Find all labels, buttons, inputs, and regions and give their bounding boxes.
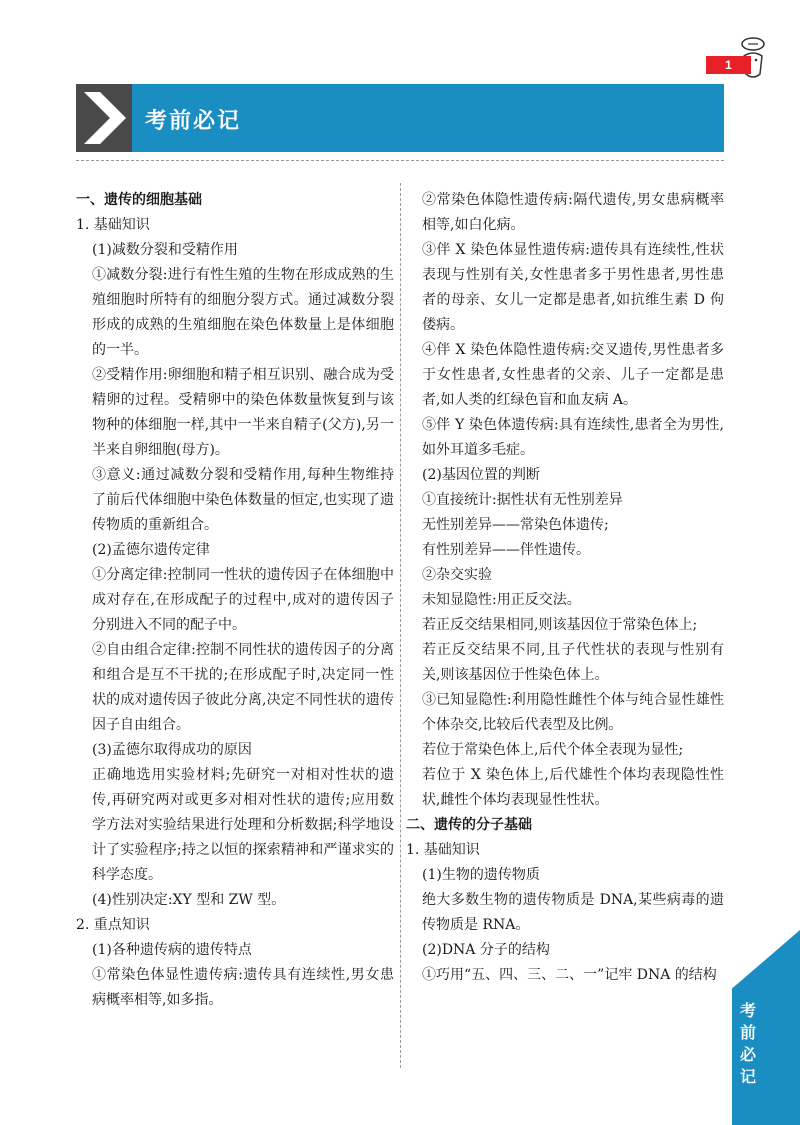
paragraph: ①常染色体显性遗传病:遗传具有连续性,男女患病概率相等,如多指。 xyxy=(92,967,394,1008)
right-column xyxy=(406,188,724,988)
paragraph: ③意义:通过减数分裂和受精作用,每种生物维持了前后代体细胞中染色体数量的恒定,也实现了遗传物质的重新组合。 xyxy=(92,467,394,533)
chevron-right-icon xyxy=(80,90,128,146)
paragraph: (4)性别决定:XY 型和 ZW 型。 xyxy=(92,892,286,908)
paragraph: 有性别差异——伴性遗传。 xyxy=(422,542,590,558)
paragraph: (1)各种遗传病的遗传特点 xyxy=(92,942,252,958)
paragraph: 若位于 X 染色体上,后代雄性个体均表现隐性性状,雌性个体均表现显性性状。 xyxy=(422,767,724,808)
subsection-heading: 1. 基础知识 xyxy=(76,217,150,233)
paragraph: 无性别差异——常染色体遗传; xyxy=(422,517,609,533)
paragraph: ③已知显隐性:利用隐性雌性个体与纯合显性雄性个体杂交,比较后代表型及比例。 xyxy=(422,692,724,733)
paragraph: (2)基因位置的判断 xyxy=(422,467,540,483)
paragraph: (1)生物的遗传物质 xyxy=(422,867,540,883)
paragraph: 若正反交结果不同,且子代性状的表现与性别有关,则该基因位于性染色体上。 xyxy=(422,642,724,683)
subsection-heading: 2. 重点知识 xyxy=(76,917,150,933)
paragraph: ④伴 X 染色体隐性遗传病:交叉遗传,男性患者多于女性患者,女性患者的父亲、儿子一定都是患者,如人类的红绿色盲和血友病 A。 xyxy=(422,342,724,408)
page-title: 考前必记 xyxy=(145,109,242,134)
paragraph: ②杂交实验 xyxy=(422,567,492,583)
paragraph: ①减数分裂:进行有性生殖的生物在形成成熟的生殖细胞时所特有的细胞分裂方式。通过减数分裂形成的成熟的生殖细胞在染色体数量上是体细胞的一半。 xyxy=(92,267,394,358)
paragraph: (2)DNA 分子的结构 xyxy=(422,942,550,958)
paragraph: 若正反交结果相同,则该基因位于常染色体上; xyxy=(422,617,698,633)
page-number: 1 xyxy=(706,56,751,74)
paragraph: ②自由组合定律:控制不同性状的遗传因子的分离和组合是互不干扰的;在形成配子时,决定同一性状的成对遗传因子彼此分离,决定不同性状的遗传因子自由组合。 xyxy=(92,642,394,733)
paragraph: 正确地选用实验材料;先研究一对相对性状的遗传,再研究两对或更多对相对性状的遗传;应用数学方法对实验结果进行处理和分析数据;科学地设计了实验程序;持之以恒的探索精神和严谨求实的科学态度。 xyxy=(92,767,394,883)
section-heading: 二、遗传的分子基础 xyxy=(406,817,532,833)
paragraph: 未知显隐性:用正反交法。 xyxy=(422,592,581,608)
paragraph: ②受精作用:卵细胞和精子相互识别、融合成为受精卵的过程。受精卵中的染色体数量恢复到与该物种的体细胞一样,其中一半来自精子(父方),另一半来自卵细胞(母方)。 xyxy=(92,367,394,458)
paragraph: (1)减数分裂和受精作用 xyxy=(92,242,238,258)
paragraph: 绝大多数生物的遗传物质是 DNA,某些病毒的遗传物质是 RNA。 xyxy=(422,892,724,933)
paragraph: ①分离定律:控制同一性状的遗传因子在体细胞中成对存在,在形成配子的过程中,成对的遗传因子分别进入不同的配子中。 xyxy=(92,567,394,633)
paragraph: ②常染色体隐性遗传病:隔代遗传,男女患病概率相等,如白化病。 xyxy=(422,192,724,233)
paragraph: (2)孟德尔遗传定律 xyxy=(92,542,210,558)
paragraph: ①直接统计:据性状有无性别差异 xyxy=(422,492,623,508)
paragraph: (3)孟德尔取得成功的原因 xyxy=(92,742,252,758)
left-column xyxy=(76,188,394,1013)
paragraph: ⑤伴 Y 染色体遗传病:具有连续性,患者全为男性,如外耳道多毛症。 xyxy=(422,417,724,458)
paragraph: 若位于常染色体上,后代个体全表现为显性; xyxy=(422,742,684,758)
section-heading: 一、遗传的细胞基础 xyxy=(76,192,202,208)
paragraph: ①巧用“五、四、三、二、一”记牢 DNA 的结构 xyxy=(422,967,717,983)
subsection-heading: 1. 基础知识 xyxy=(406,842,480,858)
column-divider xyxy=(400,183,401,1068)
header-divider xyxy=(76,160,724,161)
side-tab-label: 考前必记 xyxy=(739,1001,756,1086)
paragraph: ③伴 X 染色体显性遗传病:遗传具有连续性,性状表现与性别有关,女性患者多于男性患者,男性患者的母亲、女儿一定都是患者,如抗维生素 D 佝偻病。 xyxy=(422,242,724,333)
